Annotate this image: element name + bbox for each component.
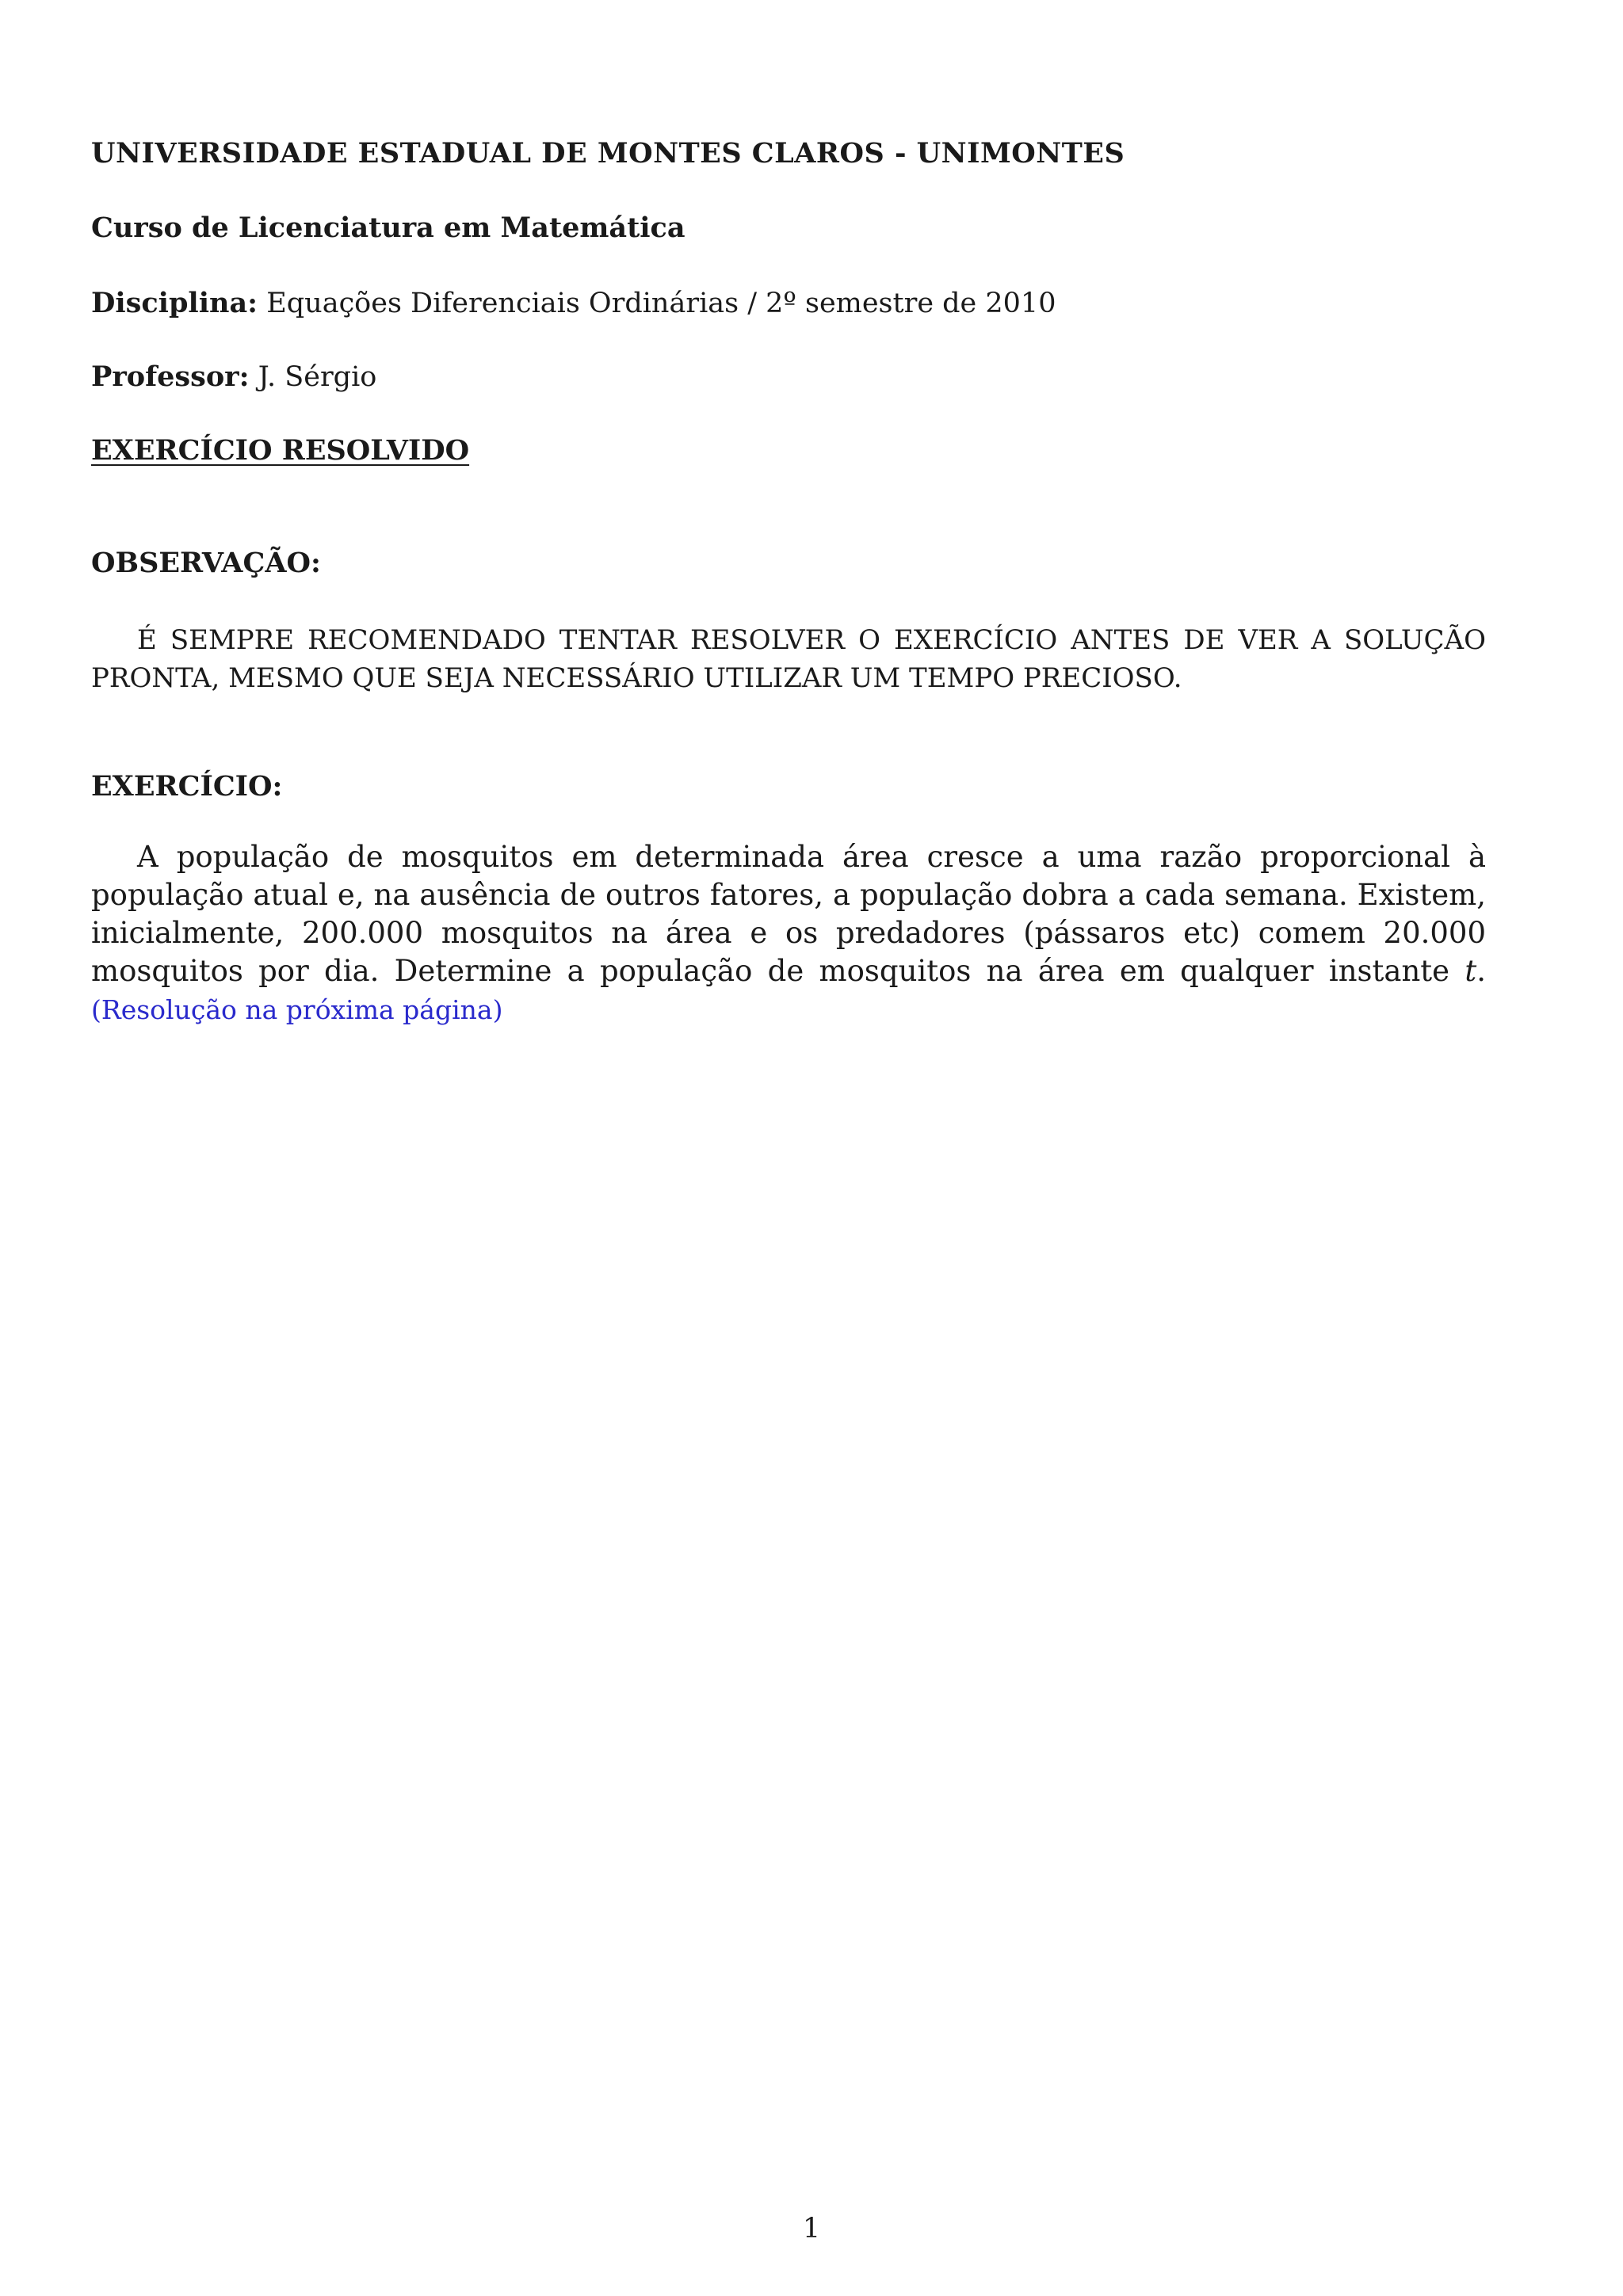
exercise-period: . xyxy=(1476,954,1486,988)
page-number: 1 xyxy=(802,2213,821,2245)
university-title: UNIVERSIDADE ESTADUAL DE MONTES CLAROS - UNIMONTES xyxy=(91,137,1125,170)
exercise-text xyxy=(91,838,1486,1029)
discipline-label: Disciplina: xyxy=(91,287,258,319)
time-variable: t xyxy=(1465,954,1477,988)
exercise-statement: A população de mosquitos em determinada área cresce a uma razão proporcional à população atual e, na ausência de outros fatores, a população dobra a cada semana. Existem, inicialmente, 200.000 mosquitos na área e os predadores (pássaros etc) comem 20.000 mosquitos por dia. Determine a população de mosquitos na área em qualquer instante xyxy=(91,840,1486,988)
exercise-heading: EXERCÍCIO: xyxy=(91,770,283,803)
section-title: EXERCÍCIO RESOLVIDO xyxy=(91,434,470,467)
discipline-line xyxy=(91,289,1056,318)
professor-value: J. Sérgio xyxy=(258,361,377,393)
professor-label: Professor: xyxy=(91,360,250,393)
observation-text: É SEMPRE RECOMENDADO TENTAR RESOLVER O EXERCÍCIO ANTES DE VER A SOLUÇÃO PRONTA, MESMO QUE SEJA NECESSÁRIO UTILIZAR UM TEMPO PRECIOSO. xyxy=(91,624,1486,694)
discipline-value: Equações Diferenciais Ordinárias / 2º semestre de 2010 xyxy=(266,288,1056,319)
next-page-link[interactable]: (Resolução na próxima página) xyxy=(91,994,503,1025)
professor-line xyxy=(91,360,377,393)
course-title: Curso de Licenciatura em Matemática xyxy=(91,212,685,244)
observation-heading: OBSERVAÇÃO: xyxy=(91,547,321,579)
